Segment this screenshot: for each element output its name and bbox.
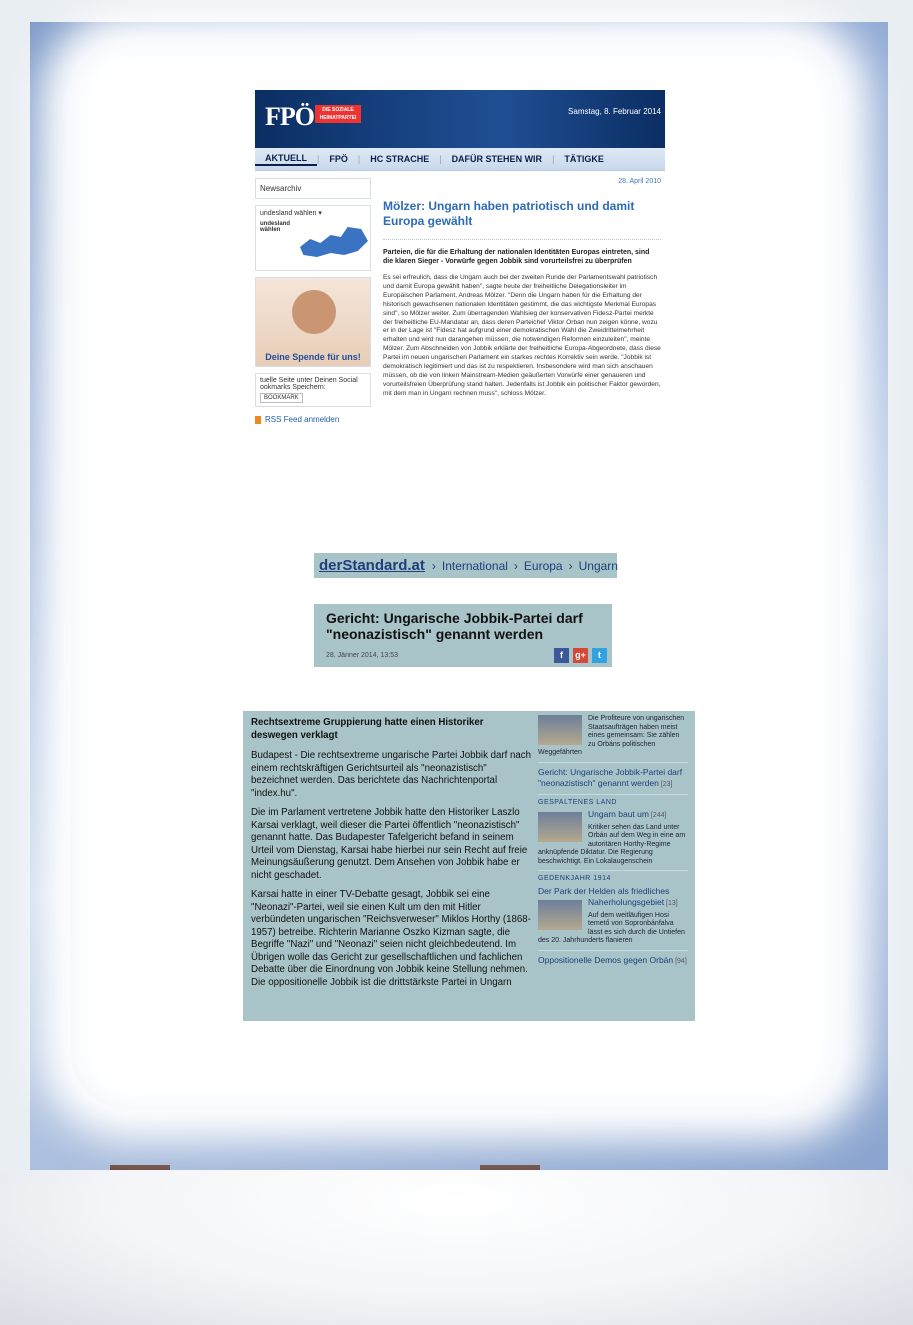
twitter-icon[interactable]: t — [592, 648, 607, 663]
fpo-tagline: DIE SOZIALE HEIMATPARTEI — [315, 105, 361, 123]
related-thumbnail — [538, 812, 582, 842]
related-item[interactable]: Gericht: Ungarische Jobbik-Partei darf "neonazistisch" genannt werden [23] — [538, 762, 688, 794]
google-plus-icon[interactable]: g+ — [573, 648, 588, 663]
fpo-website — [255, 90, 665, 510]
related-item[interactable]: Oppositionelle Demos gegen Orbán [94] — [538, 950, 688, 971]
related-thumbnail — [538, 715, 582, 745]
story-text — [251, 717, 531, 996]
austria-map[interactable]: undesland wählen — [260, 217, 370, 267]
story-paragraph: Budapest - Die rechtsextreme ungarische Partei Jobbik darf nach einem rechtskräftigen Gerichtsurteil als "neonazistisch" bezeichnet werden. Das berichtete das Nachrichtenportal "index.hu". — [251, 750, 532, 799]
standard-date: 28. Jänner 2014, 13:53 — [326, 652, 399, 659]
fpo-nav: AKTUELL | FPÖ | HC STRACHE | DAFÜR STEHEN WIR | TÄTIGKE — [255, 148, 665, 171]
spende-label: Deine Spende für uns! — [265, 352, 361, 362]
article-lead: Parteien, die für die Erhaltung der nationalen Identitäten Europas eintreten, sind die klaren Sieger - Vorwürfe gegen Jobbik sind vorurteilsfrei zu überprüfen — [383, 249, 650, 265]
rss-icon — [255, 416, 261, 424]
article-title: Mölzer: Ungarn haben patriotisch und damit Europa gewählt — [383, 199, 635, 228]
related-sidebar — [538, 711, 688, 970]
crumb-ungarn[interactable]: Ungarn — [578, 558, 618, 573]
crumb-europa[interactable]: Europa — [523, 558, 563, 573]
bookmark-button[interactable]: BOOKMARK — [260, 393, 303, 403]
bundesland-select[interactable]: undesland wählen ▾ — [260, 210, 322, 217]
fpo-header — [255, 90, 665, 148]
story-paragraph: Die im Parlament vertretene Jobbik hatte den Historiker Laszlo Karsai verklagt, weil dieser die Partei öffentlich "neonazistisch" genannt hatte. Das Budapester Tafelgericht befand in seinem Urteil vom Dienstag, Karsai habe hierbei nur sein Recht auf freie Meinungsäußerung genutzt. Dem Ansehen von Jobbik habe er nicht geschadet. — [251, 807, 528, 881]
nav-hc-strache[interactable]: HC STRACHE — [370, 154, 430, 164]
article-date: 28. April 2010 — [618, 178, 661, 185]
crumb-international[interactable]: International — [441, 558, 508, 573]
story-paragraph: Karsai hatte in einer TV-Debatte gesagt, Jobbik sei eine "Neonazi"-Partei, weil sie einen Kult um den mit Hitler verbündeten ungarischen "Reichsverweser" Miklos Horthy (1868-1957) betreibe. Richterin Marianne Oszko Kizman sagte, die Begriffe "Nazi" und "Neonazi" seien nicht gleichbedeutend. Im Übrigen wolle das Gericht zur gesellschaftlichen und fachlichen Debatte über die Einordnung von Jobbik keine Stellung nehmen. Die oppositionelle Jobbik ist die drittstärkste Partei in Ungarn — [251, 889, 531, 988]
bookmark-box: tuelle Seite unter Deinen Social ookmarks Speichern: BOOKMARK — [255, 373, 371, 407]
standard-article — [243, 711, 695, 1021]
standard-headline-box — [314, 604, 612, 667]
donation-hand-image — [292, 290, 336, 334]
standard-headline: Gericht: Ungarische Jobbik-Partei darf "neonazistisch" genannt werden — [326, 610, 583, 642]
nav-taetigkeiten[interactable]: TÄTIGKE — [564, 154, 604, 164]
story-heading: Rechtsextreme Gruppierung hatte einen Historiker deswegen verklagt — [251, 717, 484, 741]
fpo-sidebar — [255, 178, 371, 424]
spende-banner[interactable] — [255, 277, 371, 367]
related-thumbnail — [538, 900, 582, 930]
fpo-date: Samstag, 8. Februar 2014 — [568, 107, 661, 116]
nav-dafuer-stehen-wir[interactable]: DAFÜR STEHEN WIR — [451, 154, 543, 164]
snow-ground — [0, 1170, 913, 1325]
standard-logo[interactable]: derStandard.at — [319, 557, 425, 574]
nav-aktuell[interactable]: AKTUELL — [255, 153, 317, 166]
fpo-article — [383, 178, 661, 399]
related-item[interactable]: GEDENKJAHR 1914 Der Park der Helden als friedliches Naherholungsgebiet [13] Auf dem weitläufigen Hosi temető von Sopronbánfalva lässt es sich durch die Untiefen des 20. Jahrhunderts flanieren — [538, 870, 688, 950]
newsarchiv-link[interactable]: Newsarchiv — [255, 178, 371, 199]
related-item[interactable]: Die Profiteure von ungarischen Staatsaufträgen haben meist eines gemeinsam: Sie zählen zu Orbáns politischen Weggefährten — [538, 715, 685, 756]
bundesland-box — [255, 205, 371, 271]
article-body: Es sei erfreulich, dass die Ungarn auch bei der zweiten Runde der Parlamentswahl patriotisch und damit Europa gewählt haben", sagte heute der freiheitliche Delegationsleiter im Europäischen Parlament, Andreas Mölzer. "Denn die Ungarn haben für die Erhaltung der historisch gewachsenen nationalen Identitäten gestimmt, die das wichtigste Merkmal Europas sind", so Mölzer weiter. Zum überragenden Wahlsieg der konservativen Fidesz-Partei merkte der freiheitliche EU-Mandatar an, dass deren Parteichef Viktor Orban nun zeigen könne, wozu er in der Lage ist "Fidesz hat aufgrund einer demokratischen Wahl die Zweidrittelmehrheit erhalten und wird nun darangehen müssen, die notwendigen Reformen einzuleiten", meinte Mölzer. Zum Abschneiden von Jobbik erklärte der freiheitliche Europa-Abgeordnete, dass diese Partei im neuen ungarischen Parlament ein starkes rechtes Korrektiv sein werde. "Jobbik ist demokratisch legitimiert und das ist zu respektieren. Insbesondere wird man sich anschauen müssen, ob die von linken Mainstream-Medien geäußerten Vorwürfe einer genaueren und vorurteilsfreien Überprüfung stand halten. Jedenfalls ist Jobbik ein politischer Faktor geworden, mit dem man in Ungarn rechnen muss", schloss Mölzer. — [383, 274, 661, 397]
rss-link[interactable]: RSS Feed anmelden — [255, 415, 371, 424]
fpo-logo[interactable]: FPÖ — [265, 102, 314, 131]
standard-breadcrumb: derStandard.at › International › Europa › Ungarn — [314, 553, 617, 578]
facebook-icon[interactable]: f — [554, 648, 569, 663]
nav-fpo[interactable]: FPÖ — [329, 154, 348, 164]
related-item[interactable]: GESPALTENES LAND Ungarn baut um [244] Kritiker sehen das Land unter Orbán auf dem Weg in eine am autoritären Horthy-Regime anknüpfende Diktatur. Die Regierung beschwichtigt. Ein Lokalaugenschein — [538, 794, 688, 871]
